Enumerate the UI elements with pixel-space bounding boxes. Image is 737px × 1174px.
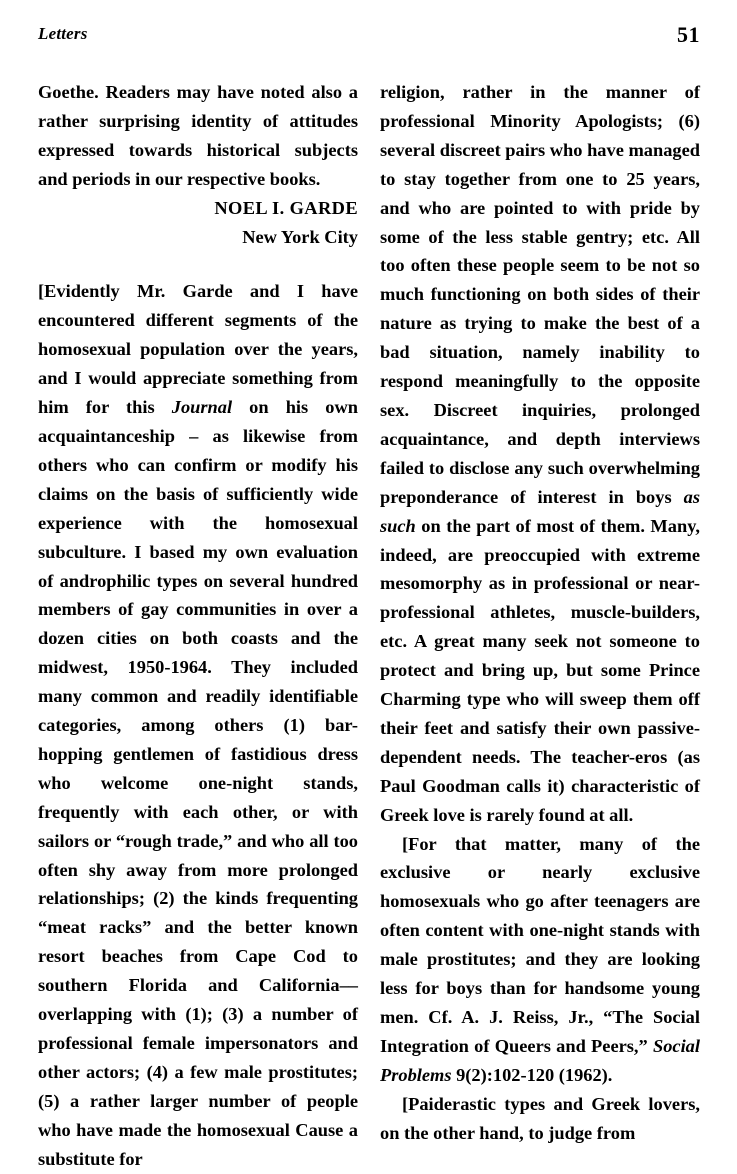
right-column <box>380 78 700 1143</box>
left-column <box>38 78 359 1169</box>
running-head <box>38 24 700 56</box>
citation-volume-pages-year: 9(2):102-120 (1962). <box>451 1064 613 1085</box>
paragraph-for-that-matter <box>380 830 700 1090</box>
paiderastic-text: [Paiderastic types and Greek lovers, on the other hand, to judge from <box>380 1093 700 1143</box>
page-number: 51 <box>677 22 700 47</box>
reply-continued-text-before: religion, rather in the manner of professional Minority Apologists; (6) several discreet pairs who have managed to stay together from one to 25 years, and who are pointed to with pride by some of the less stable gentry; etc. All too often these people seem to be not so much functioning on both sides of their nature as trying to make the best of a bad situation, namely inability to respond meaningfully to the opposite sex. Discreet inquiries, prolonged acquaintance, and depth interviews failed to disclose any such overwhelming preponderance of interest in boys <box>380 82 700 507</box>
running-head-title: Letters <box>38 24 88 43</box>
signature-location-line <box>38 223 358 252</box>
citation-italic-social-problems: Social Problems <box>380 1035 700 1085</box>
editor-reply-italic-journal: Journal <box>171 397 233 418</box>
signature-author-name: NOEL I. GARDE <box>214 197 358 218</box>
reply-continued-text-after: on the part of most of them. Many, indeed, are preoccupied with extreme mesomorphy as in professional or near-professional athletes, muscle-builders, etc. A great many seek not someone to protect and bring up, but some Prince Charming type who will sweep them off their feet and satisfy their own passive-dependent needs. The teacher-eros (as Paul Goodman calls it) characteristic of Greek love is rarely found at all. <box>380 515 700 825</box>
paragraph-goethe-text: Goethe. Readers may have noted also a rather surprising identity of attitudes expressed towards historical subjects and periods in our respective books. <box>38 82 358 189</box>
paragraph-goethe <box>38 78 358 194</box>
for-that-matter-text-before: [For that matter, many of the exclusive or nearly exclusive homosexuals who go after teenagers are often content with one-night stands with male prostitutes; and they are looking less for boys than for handsome young men. Cf. A. J. Reiss, Jr., “The Social Integration of Queers and Peers,” <box>380 833 700 1056</box>
body-columns <box>38 78 700 1169</box>
paragraph-editor-reply <box>38 277 358 1173</box>
signature-name-line <box>38 194 358 223</box>
paragraph-editor-reply-continued <box>380 78 700 830</box>
editor-reply-text-before: [Evidently Mr. Garde and I have encountered different segments of the homosexual population over the years, and I would appreciate something from him for this <box>38 281 358 418</box>
reply-continued-italic-as-such: as such <box>380 486 700 536</box>
editor-reply-text-after: on his own acquaintanceship – as likewise from others who can confirm or modify his claims on the basis of sufficiently wide experience with the homosexual subculture. I based my own evaluation of androphilic types on several hundred members of gay communities in over a dozen cities on both coasts and the midwest, 1950-1964. They included many common and readily identifiable categories, among others (1) bar-hopping gentlemen of fastidious dress who welcome one-night stands, frequently with each other, or with sailors or “rough trade,” and who all too often shy away from more prolonged relationships; (2) the kinds frequenting “meat racks” and the better known resort beaches from Cape Cod to southern Florida and California––overlapping with (1); (3) a number of professional female impersonators and other actors; (4) a few male prostitutes; (5) a rather larger number of people who have made the homosexual Cause a substitute for <box>38 397 359 1169</box>
signature-author-location: New York City <box>242 226 358 247</box>
paragraph-paiderastic <box>380 1090 700 1148</box>
